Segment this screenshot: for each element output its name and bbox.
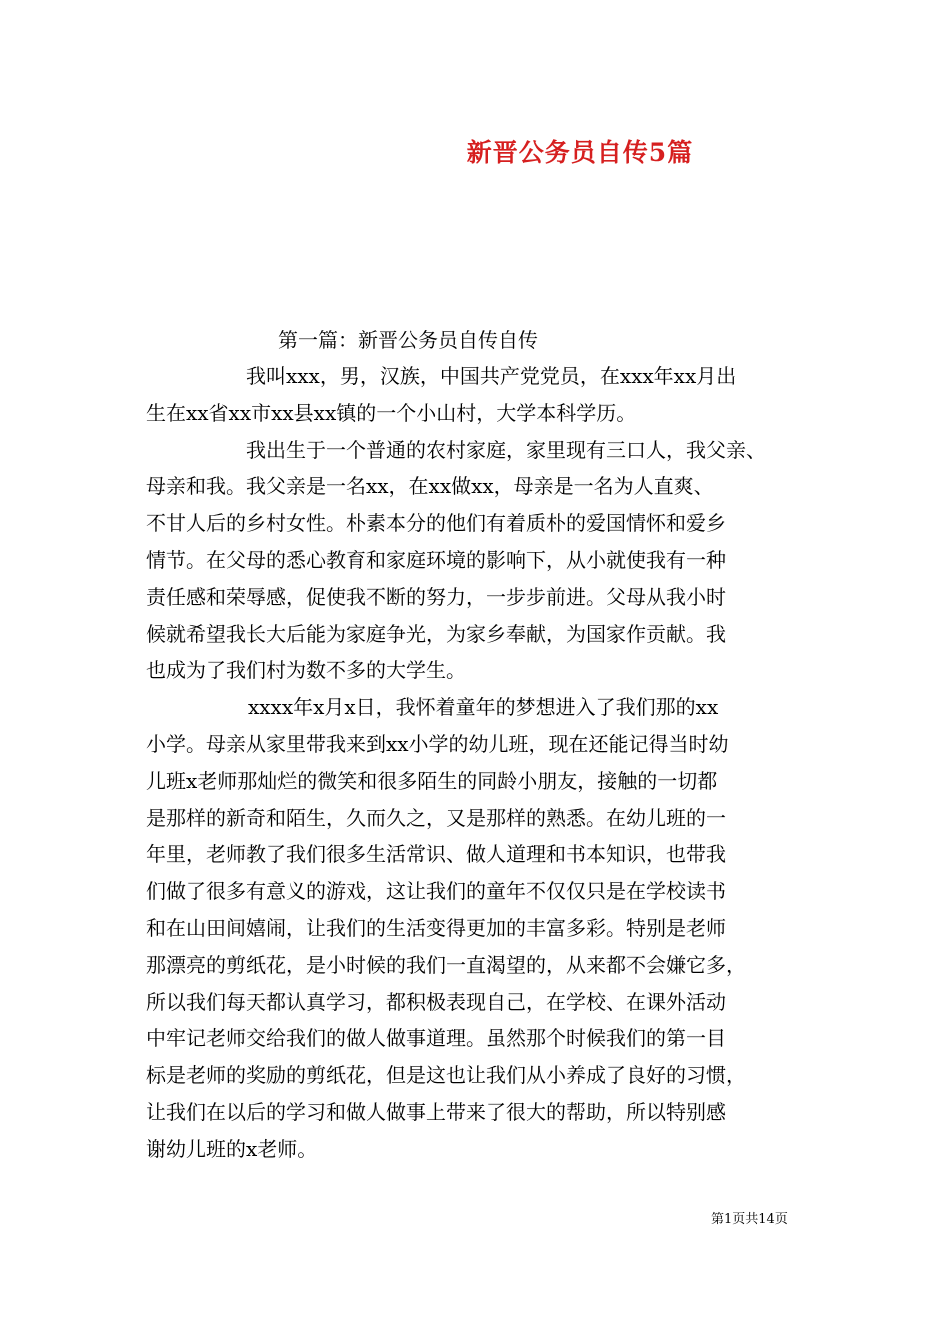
text-line: 我叫xxx，男，汉族，中国共产党党员，在xxx年xx月出 xyxy=(246,364,737,388)
section-heading: 第一篇：新晋公务员自传自传 xyxy=(278,328,538,352)
text-line: 儿班x老师那灿烂的微笑和很多陌生的同龄小朋友，接触的一切都 xyxy=(146,768,718,793)
text-line: 责任感和荣辱感，促使我不断的努力，一步步前进。父母从我小时 xyxy=(146,584,726,609)
text-line: 母亲和我。我父亲是一名xx，在xx做xx，母亲是一名为人直爽、 xyxy=(146,474,714,499)
text-line: 所以我们每天都认真学习，都积极表现自己，在学校、在课外活动 xyxy=(146,989,726,1014)
text-line: 生在xx省xx市xx县xx镇的一个小山村，大学本科学历。 xyxy=(146,400,637,425)
text-line: 们做了很多有意义的游戏，这让我们的童年不仅仅只是在学校读书 xyxy=(146,879,726,904)
paragraph-2 xyxy=(146,432,832,690)
paragraph-1 xyxy=(146,358,832,432)
text-line: xxxx年x月x日，我怀着童年的梦想进入了我们那的xx xyxy=(248,695,719,720)
text-line: 那漂亮的剪纸花，是小时候的我们一直渴望的，从来都不会嫌它多， xyxy=(146,952,746,977)
page-footer: 第1页共14页 xyxy=(711,1212,788,1227)
text-line: 是那样的新奇和陌生，久而久之，又是那样的熟悉。在幼儿班的一 xyxy=(146,805,726,830)
text-line: 谢幼儿班的x老师。 xyxy=(146,1136,318,1161)
text-line: 情节。在父母的悉心教育和家庭环境的影响下，从小就使我有一种 xyxy=(146,547,726,572)
document-body xyxy=(146,358,832,1168)
paragraph-3 xyxy=(146,689,832,1167)
text-line: 年里，老师教了我们很多生活常识、做人道理和书本知识，也带我 xyxy=(146,842,726,867)
text-line: 和在山田间嬉闹，让我们的生活变得更加的丰富多彩。特别是老师 xyxy=(146,915,726,940)
text-line: 不甘人后的乡村女性。朴素本分的他们有着质朴的爱国情怀和爱乡 xyxy=(146,511,726,536)
text-line: 标是老师的奖励的剪纸花，但是这也让我们从小养成了良好的习惯， xyxy=(146,1063,746,1088)
text-line: 小学。母亲从家里带我来到xx小学的幼儿班，现在还能记得当时幼 xyxy=(146,731,729,756)
text-line: 候就希望我长大后能为家庭争光，为家乡奉献，为国家作贡献。我 xyxy=(146,621,726,646)
text-line: 中牢记老师交给我们的做人做事道理。虽然那个时候我们的第一目 xyxy=(146,1026,726,1051)
text-line: 我出生于一个普通的农村家庭，家里现有三口人，我父亲、 xyxy=(246,437,766,462)
text-line: 也成为了我们村为数不多的大学生。 xyxy=(146,658,466,683)
text-line: 让我们在以后的学习和做人做事上带来了很大的帮助，所以特别感 xyxy=(146,1099,726,1124)
document-title: 新晋公务员自传5篇 xyxy=(466,138,694,167)
